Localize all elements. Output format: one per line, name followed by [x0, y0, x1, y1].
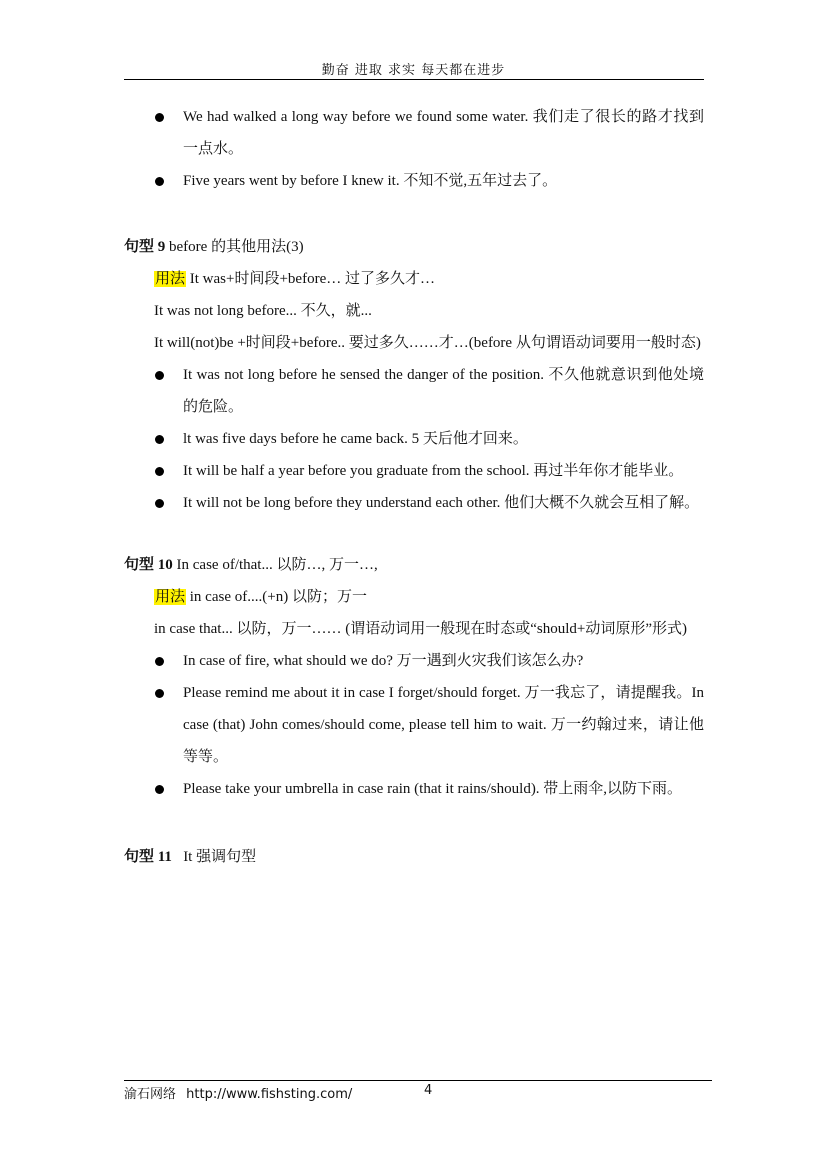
list-item-text: In case of fire, what should we do? 万一遇到火灾我们该怎么办?	[183, 653, 584, 669]
section-title	[124, 841, 704, 873]
list-item-text: Five years went by before I knew it. 不知不觉,五年过去了。	[183, 173, 558, 189]
usage-text: It was+时间段+before… 过了多久才…	[186, 271, 435, 287]
bullet-icon	[155, 435, 164, 444]
list-item-text: lt was five days before he came back. 5 天后他才回来。	[183, 431, 528, 447]
list-item	[124, 455, 704, 487]
usage-line-2: It was not long before... 不久，就...	[154, 303, 372, 319]
footer-url[interactable]: http://www.fishsting.com/	[186, 1087, 353, 1102]
list-item	[124, 677, 704, 773]
list-item	[124, 487, 704, 519]
list-item-text: It will not be long before they understand each other. 他们大概不久就会互相了解。	[183, 495, 700, 511]
list-item-text: It will be half a year before you graduate from the school. 再过半年你才能毕业。	[183, 463, 684, 479]
list-item-text: Please remind me about it in case I forget/should forget. 万一我忘了，请提醒我。In case (that) John comes/should come, please tell him to wait. 万一约翰过来，请让他等等。	[183, 685, 704, 765]
list-item	[124, 645, 704, 677]
section-label: 句型 9	[124, 239, 166, 255]
usage-text: in case of....(+n) 以防；万一	[186, 589, 367, 605]
bullet-icon	[155, 689, 164, 698]
list-item	[124, 101, 704, 165]
footer	[124, 1083, 352, 1102]
section-title	[124, 231, 704, 263]
usage-line-2: in case that... 以防，万一…… (谓语动词用一般现在时态或“should+动词原形”形式)	[154, 621, 687, 637]
bullet-icon	[155, 467, 164, 476]
list-item-text: Please take your umbrella in case rain (that it rains/should). 带上雨伞,以防下雨。	[183, 781, 683, 797]
bullet-icon	[155, 785, 164, 794]
list-item	[124, 359, 704, 423]
section-9	[124, 231, 704, 519]
bullet-icon	[155, 657, 164, 666]
list-item-text: We had walked a long way before we found some water. 我们走了很长的路才找到一点水。	[183, 109, 704, 157]
list-item	[124, 165, 704, 197]
list-item-text: It was not long before he sensed the danger of the position. 不久他就意识到他处境的危险。	[183, 367, 704, 415]
list-item	[124, 423, 704, 455]
usage-line	[124, 581, 704, 613]
section-title-text: before 的其他用法(3)	[165, 239, 304, 255]
bullet-icon	[155, 371, 164, 380]
footer-site: 渝石网络	[124, 1087, 177, 1102]
section-10	[124, 549, 704, 805]
bullet-icon	[155, 499, 164, 508]
page-content	[124, 101, 704, 873]
usage-highlight: 用法	[155, 271, 186, 287]
section-title	[124, 549, 704, 581]
usage-line	[124, 263, 704, 295]
page-number: 4	[424, 1083, 433, 1098]
bullet-icon	[155, 177, 164, 186]
section-label: 句型 10	[124, 557, 173, 573]
section-label: 句型 11	[124, 849, 172, 865]
section-11	[124, 841, 704, 873]
footer-rule	[124, 1080, 712, 1081]
section-title-text: In case of/that... 以防…, 万一…,	[172, 557, 378, 573]
section-title-text: It 强调句型	[171, 849, 257, 865]
header-rule	[124, 79, 704, 80]
usage-highlight: 用法	[155, 589, 186, 605]
page-header: 勤奋 进取 求实 每天都在进步	[321, 63, 506, 78]
usage-line-3: It will(not)be +时间段+before.. 要过多久……才…(before 从句谓语动词要用一般时态)	[154, 335, 701, 351]
bullet-icon	[155, 113, 164, 122]
list-item	[124, 773, 704, 805]
